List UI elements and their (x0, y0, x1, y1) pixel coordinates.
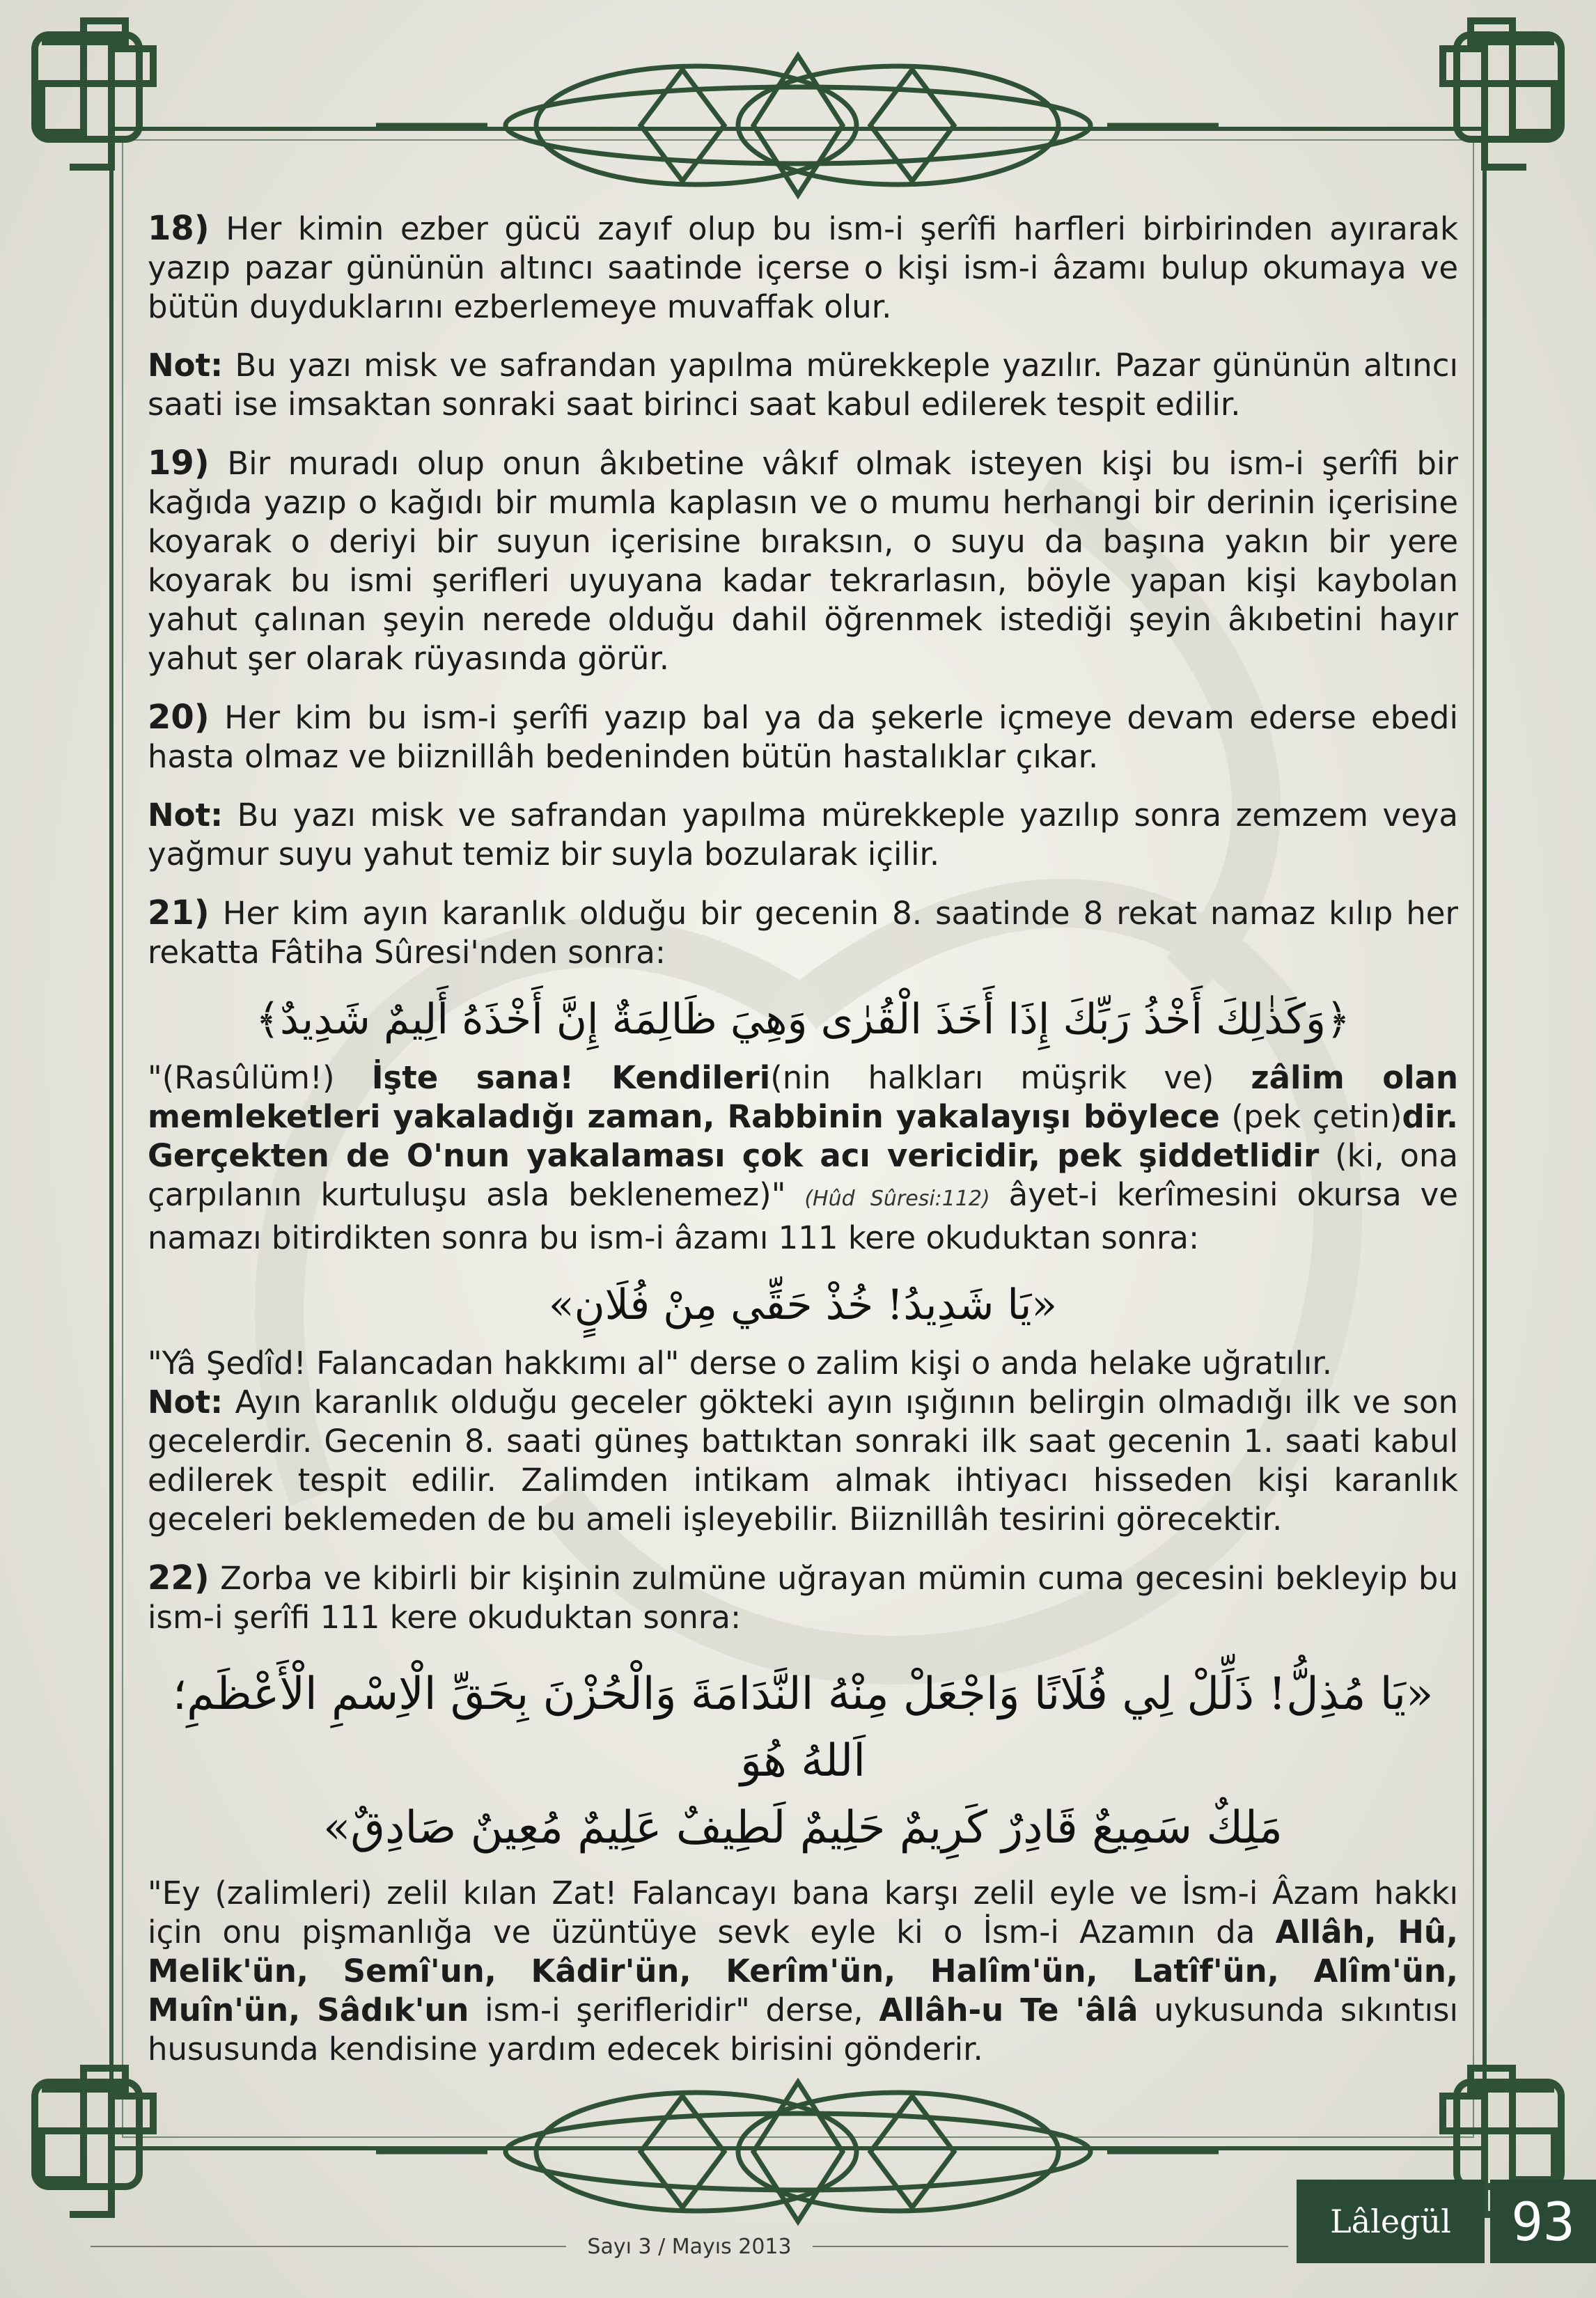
translation-text: ism-i şerifleridir" derse, (469, 1992, 879, 2029)
item-number: 21) (148, 893, 210, 932)
item-21 (148, 893, 1458, 972)
corner-knot-bottom-left (35, 2068, 153, 2214)
item-text: Her kim bu ism-i şerîfi yazıp bal ya da şekerle içmeye devam ederse ebedi hasta olmaz ve biiznillâh bedeninden bütün hastalıklar çıkar. (148, 699, 1458, 775)
corner-knot-top-left (35, 21, 153, 167)
item-19 (148, 444, 1458, 678)
verse-translation (148, 1058, 1458, 1258)
translation-text: âyet-i kerîmesini okursa ve namazı bitirdikten sonra bu ism-i âzamı 111 kere okuduktan sonra: (148, 1176, 1458, 1256)
translation-bold: Allâh-u Te 'âlâ (879, 1992, 1139, 2029)
arabic-verse: ﴿وَكَذٰلِكَ أَخْذُ رَبِّكَ إِذَا أَخَذَ الْقُرٰى وَهِيَ ظَالِمَةٌ إِنَّ أَخْذَهُ أَلِيمٌ شَدِيدٌ﴾ (255, 995, 1351, 1044)
page-number: 93 (1511, 2190, 1575, 2253)
prayer-translation-22 (148, 1874, 1458, 2069)
note-1 (148, 346, 1458, 424)
item-text: Zorba ve kibirli bir kişinin zulmüne uğrayan mümin cuma gecesini bekleyip bu ism-i şerîfi 111 kere okuduktan sonra: (148, 1560, 1458, 1636)
item-text: Her kimin ezber gücü zayıf olup bu ism-i şerîfi harfleri birbirinden ayırarak yazıp pazar gününün altıncı saatinde içerse o kişi ism-i âzamı bulup okumaya ve bütün duyduklarını ezberlemeye muvaffak olur. (148, 210, 1458, 325)
item-18 (148, 209, 1458, 327)
magazine-brand (1297, 2180, 1485, 2263)
top-ornament (376, 56, 1219, 195)
note-text: Bu yazı misk ve safrandan yapılma mürekkeple yazılıp sonra zemzem veya yağmur suyu yahut temiz bir suyla bozularak içilir. (148, 797, 1458, 873)
translation-text: uykusunda sıkıntısı hususunda kendisine yardım edecek birisini gönderir. (148, 1992, 1458, 2068)
translation-bold: İşte sana! Kendileri (371, 1059, 771, 1096)
footer-rule-right (813, 2246, 1288, 2247)
page-number-box (1490, 2180, 1596, 2263)
note-2 (148, 796, 1458, 874)
translation-text: "Ey (zalimleri) zelil kılan Zat! Falancayı bana karşı zelil eyle ve İsm-i Âzam hakkı için onu pişmanlığa ve üzüntüye sevk eyle ki o İsm-i Azamın da (148, 1875, 1458, 1951)
translation-text: (ki, ona çarpılanın kurtuluşu asla beklenemez)" (148, 1137, 1458, 1213)
translation-text: (nin halkları müşrik ve) (770, 1059, 1251, 1096)
item-number: 19) (148, 444, 210, 483)
issue-info: Sayı 3 / Mayıs 2013 (587, 2234, 792, 2259)
translation-bold: dir. Gerçekten de O'nun yakalaması çok acı vericidir, pek şiddetlidir (148, 1098, 1458, 1174)
item-text: Bir muradı olup onun âkıbetine vâkıf olmak isteyen kişi bu ism-i şerîfi bir kağıda yazıp o kağıdı bir mumla kaplasın ve o mumu herhangi bir derinin içerisine koyarak o deriyi bir suyun içerisine bıraksın, o suyu da başına yakın bir yere koyarak bu ismi şerifleri uyuyana kadar tekrarlasın, böyle yapan kişi kaybolan yahut çalınan şeyin nerede olduğu dahil öğrenmek istediği şeyin âkıbetini hayır yahut şer olarak rüyasında görür. (148, 445, 1458, 677)
item-number: 20) (148, 698, 210, 737)
translation-text: (pek çetin) (1219, 1098, 1402, 1135)
translation-text: "Yâ Şedîd! Falancadan hakkımı al" derse o zalim kişi o anda helake uğratılır. (148, 1345, 1333, 1382)
note-label: Not: (148, 797, 224, 834)
verse-citation: (Hûd Sûresi:112) (804, 1187, 990, 1211)
note-label: Not: (148, 347, 224, 384)
item-number: 22) (148, 1558, 210, 1597)
item-20 (148, 698, 1458, 776)
note-text: Ayın karanlık olduğu geceler gökteki ayın ışığının belirgin olmadığı ilk ve son gecelerdir. Gecenin 8. saati güneş battıktan sonraki ilk saat gecenin 1. saati kabul edilerek tespit edilir. Zalimden intikam almak ihtiyacı hisseden kişi karanlık geceleri beklemeden de bu ameli işleyebilir. Biiznillâh tesirini görecektir. (148, 1384, 1458, 1538)
item-22 (148, 1558, 1458, 1637)
arabic-prayer-line-2: مَلِكٌ سَمِيعٌ قَادِرٌ كَرِيمٌ حَلِيمٌ لَطِيفٌ عَلِيمٌ مُعِينٌ صَادِقٌ» (323, 1802, 1283, 1854)
article-body (148, 209, 1458, 2088)
translation-bold: Allâh, Hû, Melik'ün, Semî'un, Kâdir'ün, Kerîm'ün, Halîm'ün, Latîf'ün, Alîm'ün, Muîn'ün, Sâdık'un (148, 1914, 1458, 2029)
translation-bold: zâlim olan memleketleri yakaladığı zaman, Rabbinin yakalayışı böylece (148, 1059, 1458, 1135)
translation-text: "(Rasûlüm!) (148, 1059, 372, 1096)
corner-knot-top-right (1443, 21, 1561, 167)
page-footer (91, 2233, 1288, 2260)
note-text: Bu yazı misk ve safrandan yapılma mürekkeple yazılır. Pazar gününün altıncı saati ise imsaktan sonraki saat birinci saat kabul edilerek tespit edilir. (148, 347, 1458, 423)
arabic-prayer-line-1: «يَا مُذِلُّ! ذَلِّلْ لِي فُلَانًا وَاجْعَلْ مِنْهُ النَّدَامَةَ وَالْحُزْنَ بِحَقِّ الْاِسْمِ الْأَعْظَمِ؛ اَللهُ هُوَ (172, 1668, 1434, 1787)
brand-logo-text: Lâlegül (1330, 2203, 1451, 2240)
note-label: Not: (148, 1384, 224, 1421)
item-text: Her kim ayın karanlık olduğu bir gecenin 8. saatinde 8 rekat namaz kılıp her rekatta Fâtiha Sûresi'nden sonra: (148, 895, 1458, 971)
footer-rule-left (91, 2246, 566, 2247)
prayer-translation (148, 1344, 1458, 1383)
bottom-ornament (376, 2082, 1219, 2221)
item-number: 18) (148, 209, 210, 248)
arabic-prayer: «يَا شَدِيدُ! خُذْ حَقِّي مِنْ فُلَانٍ» (548, 1281, 1058, 1329)
note-3 (148, 1383, 1458, 1539)
